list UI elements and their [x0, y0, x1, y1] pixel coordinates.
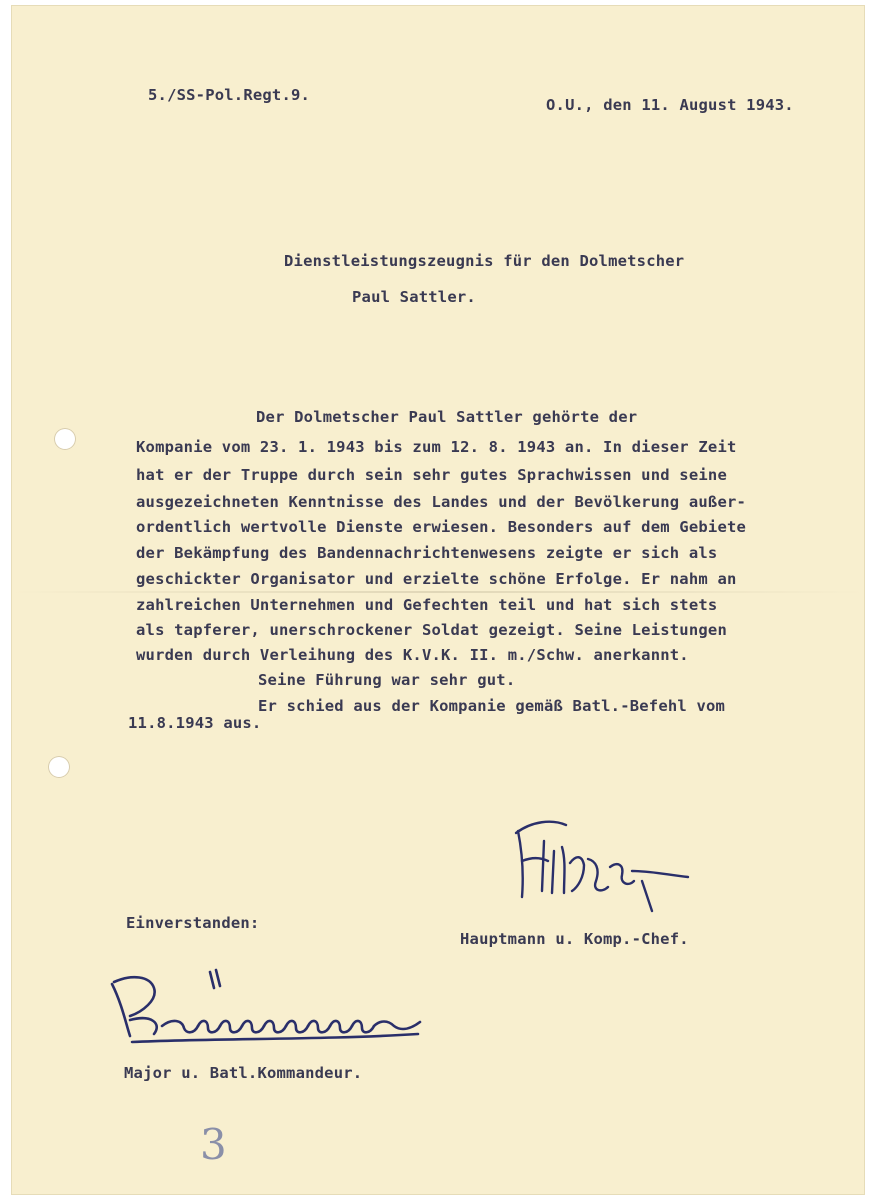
body-line: wurden durch Verleihung des K.V.K. II. m./Schw. anerkannt.	[136, 646, 689, 664]
unit-designation: 5./SS-Pol.Regt.9.	[148, 86, 311, 104]
company-chief-signature	[492, 811, 692, 921]
body-line: Seine Führung war sehr gut.	[258, 671, 516, 689]
body-line: zahlreichen Unternehmen und Gefechten teil und hat sich stets	[136, 596, 718, 614]
body-line: Kompanie vom 23. 1. 1943 bis zum 12. 8. 1943 an. In dieser Zeit	[136, 438, 737, 456]
approved-label: Einverstanden:	[126, 914, 260, 932]
punch-hole-upper	[54, 428, 76, 450]
body-line: hat er der Truppe durch sein sehr gutes Sprachwissen und seine	[136, 466, 727, 484]
body-line: ausgezeichneten Kenntnisse des Landes und der Bevölkerung außer-	[136, 493, 747, 511]
body-line: der Bekämpfung des Bandennachrichtenwesens zeigte er sich als	[136, 544, 718, 562]
battalion-commander-signature	[102, 964, 432, 1054]
body-line: als tapferer, unerschrockener Soldat gezeigt. Seine Leistungen	[136, 621, 727, 639]
company-chief-title: Hauptmann u. Komp.-Chef.	[460, 930, 689, 948]
body-line: Der Dolmetscher Paul Sattler gehörte der	[256, 408, 638, 426]
battalion-commander-title: Major u. Batl.Kommandeur.	[124, 1064, 363, 1082]
pencil-page-mark: 3	[200, 1120, 227, 1169]
document-sheet	[12, 6, 864, 1194]
place-and-date: O.U., den 11. August 1943.	[546, 96, 794, 114]
body-line: Er schied aus der Kompanie gemäß Batl.-Befehl vom	[258, 697, 726, 715]
body-line: ordentlich wertvolle Dienste erwiesen. Besonders auf dem Gebiete	[136, 518, 747, 536]
body-line: geschickter Organisator und erzielte schöne Erfolge. Er nahm an	[136, 570, 737, 588]
punch-hole-lower	[48, 756, 70, 778]
body-line: 11.8.1943 aus.	[128, 714, 262, 732]
subject-name: Paul Sattler.	[352, 288, 476, 306]
fold-crease	[12, 591, 864, 593]
document-title: Dienstleistungszeugnis für den Dolmetscher	[284, 252, 685, 270]
